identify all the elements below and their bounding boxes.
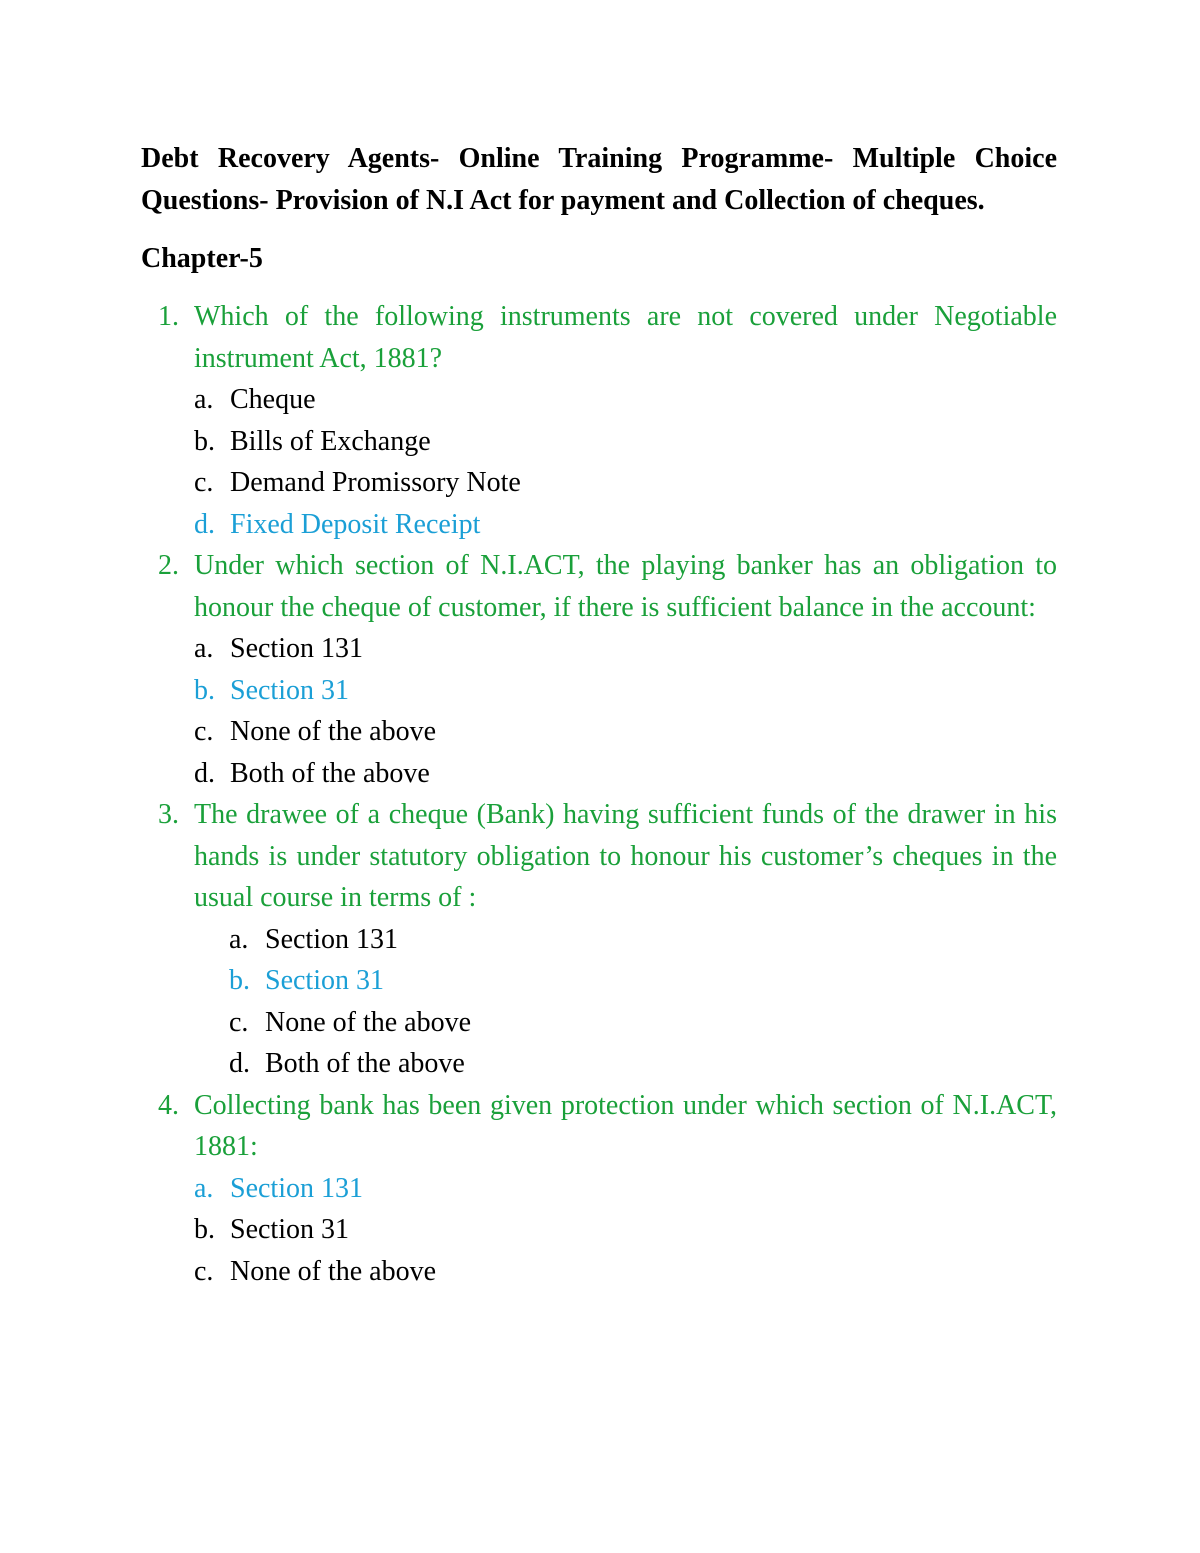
option-text: Section 31 — [230, 674, 349, 706]
correct-option-item — [194, 504, 1057, 546]
document-page — [141, 138, 1057, 1292]
option-letter: c. — [194, 716, 214, 747]
document-title: Debt Recovery Agents- Online Training Programme- Multiple Choice Questions- Provision of N.I Act for payment and Collection of cheques. — [141, 143, 1057, 216]
correct-option-item — [229, 960, 1057, 1002]
option-item — [194, 379, 1057, 421]
option-text: Section 131 — [265, 923, 398, 955]
option-text: Section 131 — [230, 633, 363, 664]
option-text: Section 31 — [230, 1214, 349, 1245]
option-letter: c. — [194, 1255, 214, 1287]
option-text: Bills of Exchange — [230, 425, 431, 457]
question-item — [141, 545, 1057, 794]
option-text: Section 131 — [230, 1172, 363, 1204]
question-text: Under which section of N.I.ACT, the playing banker has an obligation to honour the cheque of customer, if there is sufficient balance in the account: — [194, 550, 1057, 623]
option-text: None of the above — [265, 1006, 472, 1038]
option-letter: b. — [194, 1214, 215, 1245]
option-letter: b. — [229, 965, 250, 996]
option-item — [194, 753, 1057, 795]
option-text: Cheque — [230, 384, 316, 415]
option-item — [229, 919, 1057, 961]
chapter-heading: Chapter-5 — [141, 243, 263, 274]
option-item — [194, 462, 1057, 504]
question-list — [141, 296, 1057, 1292]
option-text: Both of the above — [230, 757, 430, 789]
question-number: 1. — [158, 301, 179, 332]
option-letter: d. — [194, 757, 215, 789]
option-text: Both of the above — [265, 1048, 465, 1079]
question-item — [141, 1085, 1057, 1293]
option-letter: a. — [194, 384, 214, 415]
option-letter: a. — [194, 633, 214, 664]
option-item — [194, 1209, 1057, 1251]
question-text: Which of the following instruments are not covered under Negotiable instrument Act, 1881? — [194, 301, 1057, 374]
option-item — [229, 1002, 1057, 1044]
option-letter: b. — [194, 674, 215, 706]
option-letter: a. — [194, 1172, 214, 1204]
option-item — [194, 421, 1057, 463]
question-number: 3. — [158, 799, 179, 830]
option-letter: c. — [194, 467, 214, 498]
option-text: Demand Promissory Note — [230, 467, 521, 498]
question-item — [141, 296, 1057, 545]
option-item — [229, 1043, 1057, 1085]
option-letter: d. — [194, 508, 215, 540]
question-item — [141, 794, 1057, 1085]
option-text: Section 31 — [265, 965, 384, 996]
question-number: 4. — [158, 1089, 179, 1121]
option-letter: a. — [229, 923, 249, 955]
option-text: Fixed Deposit Receipt — [230, 508, 481, 540]
option-item — [194, 628, 1057, 670]
correct-option-item — [194, 1168, 1057, 1210]
question-number: 2. — [158, 550, 179, 581]
question-text: The drawee of a cheque (Bank) having sufficient funds of the drawer in his hands is under statutory obligation to honour his customer’s cheques in the usual course in terms of : — [194, 799, 1057, 913]
option-item — [194, 1251, 1057, 1293]
option-text: None of the above — [230, 716, 437, 747]
option-letter: d. — [229, 1048, 250, 1079]
option-letter: c. — [229, 1006, 249, 1038]
option-text: None of the above — [230, 1255, 437, 1287]
question-text: Collecting bank has been given protection under which section of N.I.ACT, 1881: — [194, 1089, 1057, 1162]
option-letter: b. — [194, 425, 215, 457]
option-item — [194, 711, 1057, 753]
correct-option-item — [194, 670, 1057, 712]
